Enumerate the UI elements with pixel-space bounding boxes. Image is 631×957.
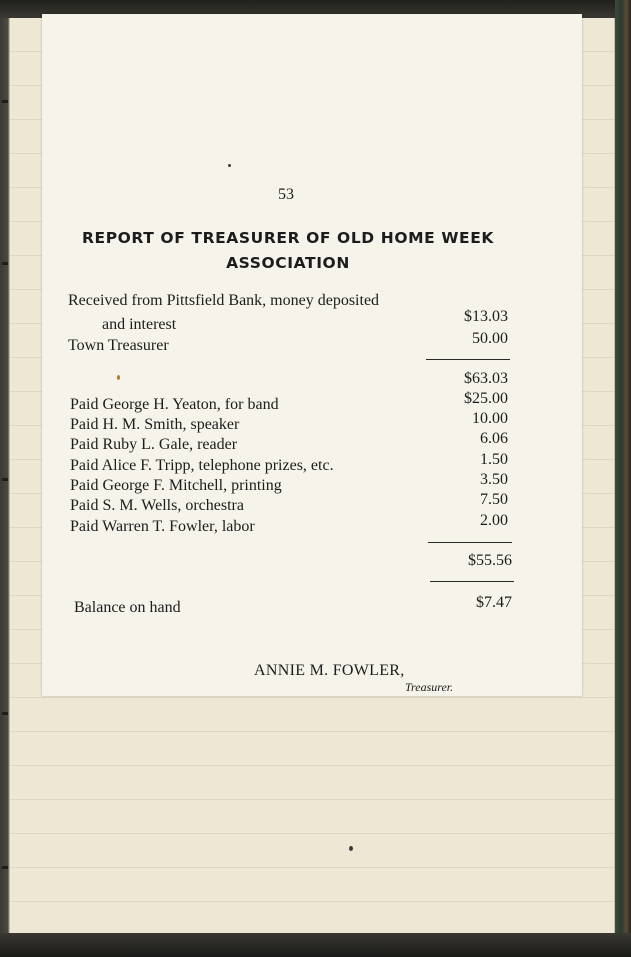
treasurer-name: ANNIE M. FOWLER, xyxy=(254,662,405,679)
payment-amount: 3.50 xyxy=(480,471,508,488)
binding-mark xyxy=(2,100,8,103)
receipt-amount: 50.00 xyxy=(472,330,508,347)
payment-label: Paid S. M. Wells, orchestra xyxy=(70,497,244,514)
report-clipping xyxy=(42,14,582,696)
payment-label: Paid George F. Mitchell, printing xyxy=(70,477,282,494)
payment-amount: 1.50 xyxy=(480,451,508,468)
receipt-label: and interest xyxy=(102,316,177,333)
receipt-label: Received from Pittsfield Bank, money deposited xyxy=(68,292,380,309)
payment-label: Paid H. M. Smith, speaker xyxy=(70,416,240,433)
payments-total: $55.56 xyxy=(468,552,512,569)
receipts-total: $63.03 xyxy=(464,370,508,387)
receipt-label: Town Treasurer xyxy=(68,337,169,354)
payment-label: Paid George H. Yeaton, for band xyxy=(70,396,279,413)
book-cover-edge xyxy=(615,0,631,957)
binding-mark xyxy=(2,866,8,869)
report-title xyxy=(42,226,534,276)
ink-speck xyxy=(228,164,231,167)
payment-amount: 2.00 xyxy=(480,512,508,529)
ink-speck xyxy=(349,846,353,851)
report-title-line1: REPORT OF TREASURER OF OLD HOME WEEK xyxy=(81,229,495,247)
balance-amount: $7.47 xyxy=(476,594,512,611)
payment-amount: 6.06 xyxy=(480,430,508,447)
subtotal-rule xyxy=(428,542,512,543)
payment-amount: 7.50 xyxy=(480,491,508,508)
page-number: 53 xyxy=(278,186,294,203)
book-bottom-edge xyxy=(0,933,631,957)
binding-mark xyxy=(2,478,8,481)
balance-rule xyxy=(430,581,514,582)
receipt-amount: $13.03 xyxy=(464,308,508,325)
payment-amount: 10.00 xyxy=(472,410,508,427)
payment-label: Paid Warren T. Fowler, labor xyxy=(70,518,255,535)
payment-label: Paid Ruby L. Gale, reader xyxy=(70,436,238,453)
binding-mark xyxy=(2,712,8,715)
binding-mark xyxy=(2,262,8,265)
payment-label: Paid Alice F. Tripp, telephone prizes, etc. xyxy=(70,457,334,474)
balance-label: Balance on hand xyxy=(74,599,181,616)
subtotal-rule xyxy=(426,359,510,360)
report-title-line2: ASSOCIATION xyxy=(226,254,350,272)
ink-speck xyxy=(117,375,120,380)
treasurer-title: Treasurer. xyxy=(405,680,454,694)
payment-amount: $25.00 xyxy=(464,390,508,407)
